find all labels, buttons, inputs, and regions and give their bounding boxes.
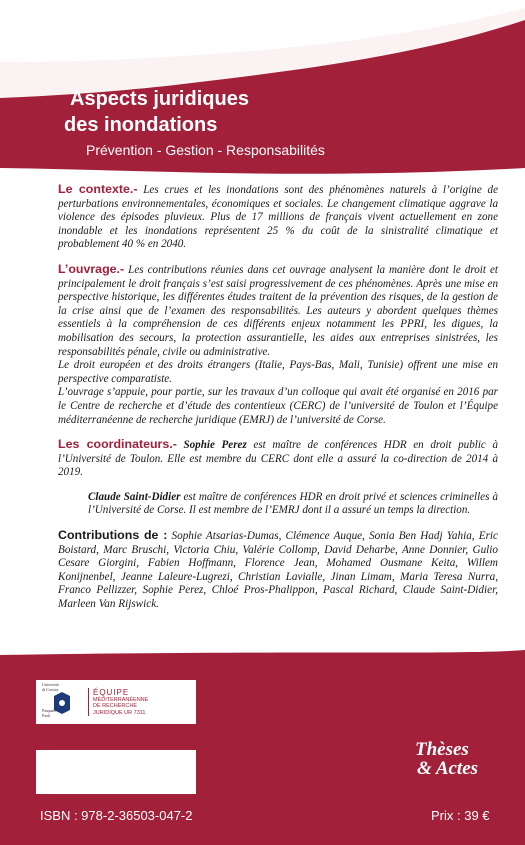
logo-right-line1: ÉQUIPE <box>93 687 130 697</box>
coordinator-name-1: Sophie Perez <box>183 439 247 452</box>
ouvrage-text-1: Les contributions réunies dans cet ouvrage analysent la manière dont le droit et principalement le droit français s’est saisi progressivement de ces phénomènes. Après une mise en perspective historique, les différentes études traitent de la prévention des risques, de la gestion de la crise ainsi que de l’examen des responsabilités. Les auteurs y abordent quelques thèmes essentiels à la compréhension de ces différents enjeux notamment les PPRI, les digues, la mobilisation des secours, la protection assurantielle, les aides aux entreprises sinistrées, les responsabilités pénale, civile ou administrative. <box>58 263 499 358</box>
coordinator-bio-1: est maître de conférences HDR en droit public à l’Université de Toulon. Elle est membre du CERC dont elle a assuré la co-direction de 2014 à 2019. <box>58 439 498 479</box>
coordinateurs-heading: Les coordinateurs.- <box>58 437 177 452</box>
brand-line1: Thèses <box>415 739 469 760</box>
logo-left-line4: Paoli <box>42 712 51 718</box>
logo-left-line1: Università <box>42 682 59 687</box>
emrj-logo-text <box>88 688 148 717</box>
coordinateurs-paragraph <box>58 438 498 480</box>
title-block <box>64 86 325 158</box>
university-logo-text <box>42 683 59 692</box>
university-logo-text-bottom <box>42 709 56 718</box>
book-subtitle: Prévention - Gestion - Responsabilités <box>86 142 325 158</box>
emrj-logo <box>36 680 196 724</box>
price: Prix : 39 € <box>431 808 490 823</box>
ouvrage-text-2: Le droit européen et des droits étrangers (Italie, Pays-Bas, Mali, Tunisie) offrent une mise en perspective comparatiste. <box>58 359 498 385</box>
coordinator-2-paragraph <box>58 491 498 518</box>
contributions-names: Sophie Atsarias-Dumas, Clémence Auque, Sonia Ben Hadj Yahia, Eric Boistard, Marc Bruschi, Victoria Chiu, Valérie Collomp, David Deharbe, Anne Donnier, Gulio Cesare Giorgini, Fabien Hoffmann, Florence Jean, Mohamed Ousmane Keita, Willem Konijnenbel, Jeanne Laleure-Lugrezi, Christian Lavialle, Jinan Limam, Maria Teresa Nurra, Franco Pellizzer, Sophie Perez, Chloé Pros-Phalippon, Pascal Richard, Claude Saint-Didier, Marleen Van Rijswick. <box>58 530 498 611</box>
back-cover-text <box>58 183 498 612</box>
barcode-placeholder <box>36 750 196 794</box>
contexte-heading: Le contexte.- <box>58 182 138 196</box>
ouvrage-paragraph <box>58 263 498 359</box>
coordinator-name-2: Claude Saint-Didier <box>88 490 181 503</box>
contributions-paragraph <box>58 529 498 612</box>
book-title-line2: des inondations <box>64 114 218 136</box>
series-brand-logo <box>415 740 478 778</box>
isbn: ISBN : 978-2-36503-047-2 <box>40 808 193 823</box>
logo-right-line2: MÉDITERRANÉENNE <box>93 696 149 703</box>
book-title-line1: Aspects juridiques <box>70 88 249 110</box>
logo-left-line3: Pasquale <box>42 708 57 713</box>
contexte-paragraph <box>58 183 498 252</box>
logo-right-line3: DE RECHERCHE <box>93 703 138 710</box>
logo-left-line2: di Corsica <box>42 686 59 692</box>
logo-right-line4: JURIDIQUE UR 7311 <box>93 709 146 716</box>
contexte-text: Les crues et les inondations sont des phénomènes naturels à l’origine de perturbations environnementales, économiques et sociales. Le changement climatique aggrave la violence des épisodes pluvieux. Plus de 17 millions de français vivent actuellement en zone inondable et les inondations représentent 25 % du coût de la sinistralité climatique et probablement 40 % en 2040. <box>58 184 498 251</box>
book-title <box>64 86 325 138</box>
ouvrage-text-3: L’ouvrage s’appuie, pour partie, sur les travaux d’un colloque qui avait été organisé en 2016 par le Centre de recherche et d’étude des contentieux (CERC) de l’université de Toulon et l’Équipe méditerranéenne de recherche juridique (EMRJ) de l’université de Corse. <box>58 386 498 426</box>
brand-line2: & Actes <box>417 758 479 779</box>
coordinator-bio-2: est maître de conférences HDR en droit privé et sciences criminelles à l’Université de Corse. Il est membre de l’EMRJ dont il a assuré un temps la direction. <box>88 490 498 517</box>
ouvrage-heading: L’ouvrage.- <box>58 261 125 276</box>
contributions-heading: Contributions de : <box>58 528 168 543</box>
